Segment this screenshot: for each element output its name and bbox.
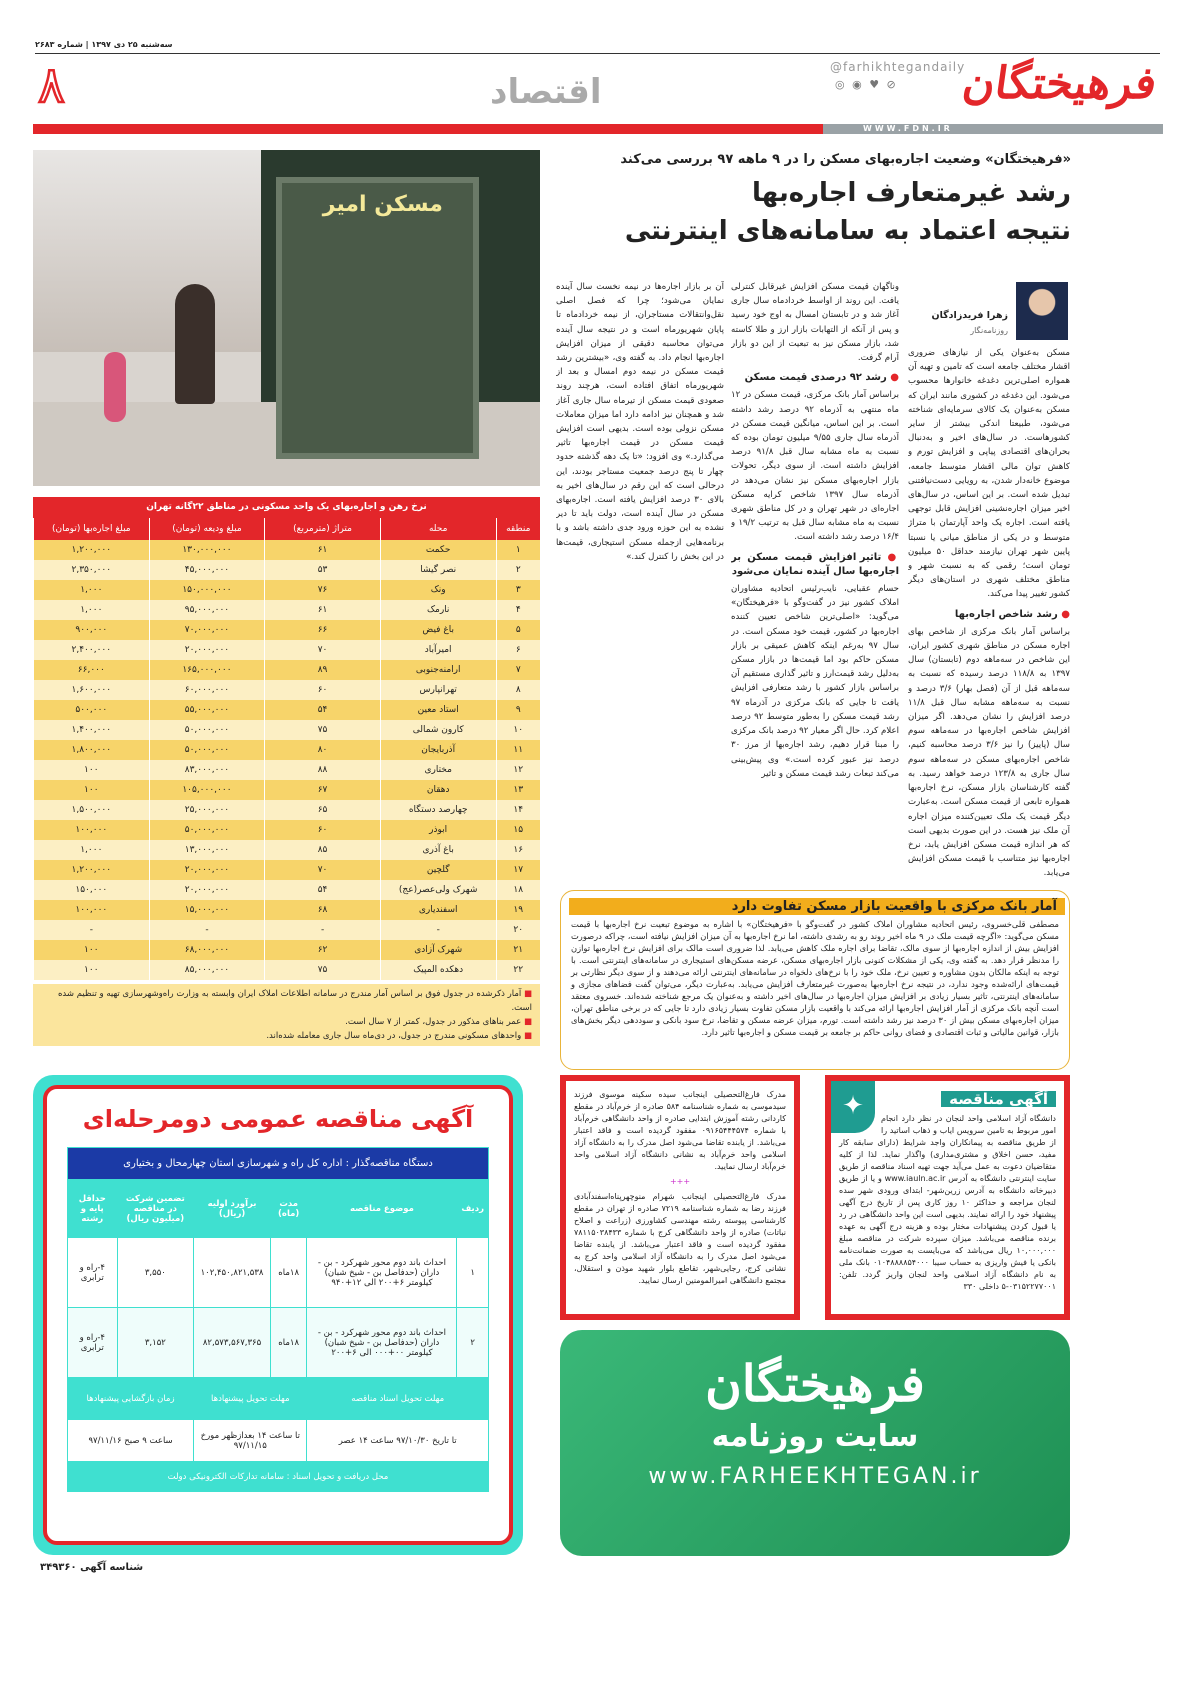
headline-line-1: رشد غیرمتعارف اجاره‌بها (752, 178, 1071, 208)
page-number: ۸ (38, 55, 65, 114)
cell: ۶۱ (265, 600, 381, 620)
cell: مختاری (380, 760, 496, 780)
cell: ۶۰,۰۰۰,۰۰۰ (149, 680, 265, 700)
cell: ۶۶,۰۰۰ (34, 660, 150, 680)
cell: مهلت تحویل اسناد مناقصه (307, 1378, 489, 1420)
cell: ۱,۶۰۰,۰۰۰ (34, 680, 150, 700)
article-column-2 (731, 280, 899, 884)
cell: کارون شمالی (380, 720, 496, 740)
cell: ۹۵,۰۰۰,۰۰۰ (149, 600, 265, 620)
cell: ۹ (496, 700, 540, 720)
ad-title: آگهی مناقصه (941, 1091, 1056, 1107)
cell: ۶۸ (265, 900, 381, 920)
col-header: محله (380, 518, 496, 540)
table-row (34, 560, 541, 580)
table-row (34, 740, 541, 760)
cell: ۶۰ (265, 680, 381, 700)
table-row (34, 940, 541, 960)
cell: ۱۸ماه (270, 1308, 306, 1378)
cell: ۷۰ (265, 860, 381, 880)
cell: ۱۱ (496, 740, 540, 760)
col-header: مدت (ماه) (270, 1180, 306, 1238)
cell: - (265, 920, 381, 940)
table-row (34, 700, 541, 720)
cell: ارامنه‌جنوبی (380, 660, 496, 680)
cell: استاد معین (380, 700, 496, 720)
website-ad[interactable] (560, 1330, 1070, 1556)
cell: ۱۰۲,۴۵۰,۸۲۱,۵۳۸ (194, 1238, 271, 1308)
col-header: موضوع مناقصه (307, 1180, 457, 1238)
table-row (34, 540, 541, 560)
cell: ۲,۳۵۰,۰۰۰ (34, 560, 150, 580)
table-row (34, 800, 541, 820)
cell: ۶۸,۰۰۰,۰۰۰ (149, 940, 265, 960)
cell: ۵۴ (265, 700, 381, 720)
header-bar (33, 124, 823, 134)
cell: - (149, 920, 265, 940)
cell: ۸۳,۰۰۰,۰۰۰ (149, 760, 265, 780)
cell: ۱۰۰ (34, 940, 150, 960)
cell: ۲,۴۰۰,۰۰۰ (34, 640, 150, 660)
separator: +++ (669, 1177, 691, 1186)
cell: تا ساعت ۱۴ بعدازظهر مورخ ۹۷/۱۱/۱۵ (194, 1420, 307, 1462)
cell: - (380, 920, 496, 940)
cell: ۱۶ (496, 840, 540, 860)
cell: ۶۲ (265, 940, 381, 960)
article-photo (33, 150, 540, 486)
cell: چهارصد دستگاه (380, 800, 496, 820)
cell: ۳,۵۵۰ (117, 1238, 194, 1308)
paragraph: آن بر بازار اجاره‌ها در نیمه نخست سال آینده نمایان می‌شود؛ چرا که فصل اصلی نقل‌وانتقالات مستاجران، از نیمه خردادماه تا پایان شهریورماه است و در نتیجه سال آینده می‌توان محاسبه دقیقی از میزان افزایش اجاره‌بها انجام داد. به گفته وی، «بیشترین رشد قیمت مسکن در نیمه دوم امسال و بعد از شهریورماه اتفاق افتاده است، هرچند روند صعودی قیمت مسکن از تیرماه سال جاری آغاز شد و همچنان نیز ادامه دارد اما میزان معاملات مسکن نزولی بوده است. بدیهی است افزایش قیمت مسکن در قیمت اجاره‌بها تاثیر می‌گذارد.» وی افزود: «تا یک دهه گذشته حدود چهار تا پنج درصد جمعیت مستاجر بودند، این درحالی است که این رقم در سال‌های اخیر به بالای ۳۰ درصد افزایش یافته است. اجاره‌بهای مسکن در سال آینده است، دولت باید تا دیر نشده به این حوزه ورود جدی داشته باشد و با برنامه‌هایی ازجمله مسکن استیجاری، قیمت‌ها در این بخش را کنترل کند.» (556, 282, 724, 562)
table-row (68, 1308, 489, 1378)
col-header: تضمین شرکت در مناقصه (میلیون ریال) (117, 1180, 194, 1238)
cell: ۸۵,۰۰۰,۰۰۰ (149, 960, 265, 980)
cell: ۱۳۰,۰۰۰,۰۰۰ (149, 540, 265, 560)
paragraph: وناگهان قیمت مسکن افزایش غیرقابل کنترلی یافت. این روند از اواسط خردادماه سال جاری آغاز شد و در تابستان امسال به اوج خود رسید و پس از آنکه از التهابات بازار ارز و طلا کاسته شد، بازار مسکن نیز به تبعیت از این دو بازار آرام گرفت. (731, 282, 899, 364)
article-column-1 (908, 346, 1070, 884)
paragraph: براساس آمار بانک مرکزی، قیمت مسکن در ۱۲ ماه منتهی به آذرماه ۹۲ درصد رشد داشته است. بر این اساس، میانگین قیمت مسکن در آذرماه سال جاری ۹/۵۵ میلیون تومان بوده که نسبت به ماه مشابه سال قبل ۹۱/۸ درصد افزایش داشته است. از سوی دیگر، تحولات بازار اجاره‌بهای مسکن نیز نشان می‌دهد در آذرماه سال ۱۳۹۷ شاخص کرایه مسکن اجاره‌ای در شهر تهران و در کل مناطق شهری نسبت به ماه مشابه سال قبل به ترتیب ۱۹/۲ و ۱۶/۴ درصد رشد داشته است. (731, 390, 899, 543)
cell: ۷۵ (265, 960, 381, 980)
paragraph: براساس آمار بانک مرکزی از شاخص بهای اجاره مسکن در مناطق شهری کشور ایران، این شاخص در سه‌ماهه دوم (تابستان) سال ۱۳۹۷ به ۱۱۸/۸ درصد رسیده که نسبت به سه‌ماهه قبل از آن (فصل بهار) ۳/۶ درصد و نسبت به سه‌ماهه مشابه سال قبل ۱۱/۸ درصد افزایش را نشان می‌دهد. اگر میزان افزایش شاخص اجاره‌بها در سه‌ماهه سوم سال (پاییز) را نیز ۳/۶ درصد محاسبه کنیم، شاخص اجاره‌بهای مسکن در سه‌ماهه سوم سال جاری به ۱۲۳/۸ درصد خواهد رسید. به گفته کارشناسان بازار مسکن، نرخ اجاره‌بها همواره تابعی از قیمت مسکن است. به‌عبارت دیگر قیمت یک ملک تعیین‌کننده میزان اجاره آن ملک نیز هست. در این صورت بدیهی است که هر اندازه قیمت مسکن افزایش یابد، نرخ اجاره‌بها نیز متناسب با قیمت مسکن افزایش می‌یابد. (908, 626, 1070, 879)
cell: ۵۰,۰۰۰,۰۰۰ (149, 720, 265, 740)
table-row (34, 720, 541, 740)
subheading: ● تاثیر افزایش قیمت مسکن بر اجاره‌بها سال آینده نمایان می‌شود (731, 551, 899, 579)
cell: ۱۰۰,۰۰۰ (34, 900, 150, 920)
cell: دهکده المپیک (380, 960, 496, 980)
cell: اسفندیاری (380, 900, 496, 920)
cell: ۱۸ (496, 880, 540, 900)
col-header: متراژ (مترمربع) (265, 518, 381, 540)
cell: ۷ (496, 660, 540, 680)
col-header: مبلغ اجاره‌بها (تومان) (34, 518, 150, 540)
cell: ۱ (496, 540, 540, 560)
tender-footer: محل دریافت و تحویل اسناد : سامانه تدارکات الکترونیکی دولت (68, 1462, 489, 1492)
cell: ۶ (496, 640, 540, 660)
cell: ۵۴ (265, 880, 381, 900)
cell: ۵۰۰,۰۰۰ (34, 700, 150, 720)
cell: حکمت (380, 540, 496, 560)
cell: ۷۶ (265, 580, 381, 600)
cell: ۲۰,۰۰۰,۰۰۰ (149, 860, 265, 880)
cell: ۸۹ (265, 660, 381, 680)
cell: ۲ (496, 560, 540, 580)
newspaper-logo[interactable]: فرهیختگان (958, 58, 1160, 109)
cell: باغ آذری (380, 840, 496, 860)
col-header: ردیف (457, 1180, 489, 1238)
cell: ۱,۴۰۰,۰۰۰ (34, 720, 150, 740)
cell: تهرانپارس (380, 680, 496, 700)
cell: مهلت تحویل پیشنهادها (194, 1378, 307, 1420)
cell: ۶۱ (265, 540, 381, 560)
cell: ۸۸ (265, 760, 381, 780)
cell: ۱۰۰ (34, 960, 150, 980)
university-tender-ad (825, 1075, 1070, 1320)
cell: احداث باند دوم محور شهرکرد - بن - داران (حدفاصل بن - شیخ شبان) کیلومتر ۶+۲۰۰ الی ۱۲+۹۴۰ (307, 1238, 457, 1308)
cell: تا تاریخ ۹۷/۱۰/۳۰ ساعت ۱۴ عصر (307, 1420, 489, 1462)
box-body: مصطفی قلی‌خسروی، رئیس اتحادیه مشاوران املاک کشور در گفت‌وگو با «فرهیختگان» با اشاره به موضوع تبعیت نرخ اجاره‌بها با قیمت مسکن می‌گوید: «اگرچه قیمت ملک در ۹ ماه اخیر روند رو به رشدی داشته، اما نرخ اجاره‌بها به آن میزان افزایش نیافته است، چراکه درصورت افزایش بیش از اندازه اجاره‌بها از سوی مالک، تقاضا برای اجاره ملک کاهش می‌یابد. لذا ضروری است مالک برای افزایش نرخ اجاره‌بها توازن را مدنظر قرار دهد. به گفته وی، یکی از مشکلات کنونی بازار اجاره‌بهای مسکن، عرضه مسکن‌های استیجاری در سامانه‌های اینترنتی است. با توجه به اینکه مالکان بدون مشاوره و تعیین نرخ، ملک خود را با نرخ‌های دلخواه در سامانه‌های اینترنتی ارائه می‌دهند و از سوی دیگر نظارتی بر قیمت‌های ارائه‌شده وجود ندارد، در نتیجه نرخ اجاره‌بها به‌صورت غیرمتعارف افزایش می‌یابد. به‌عبارت دیگر، می‌توان گفت فضاهای مجازی و سامانه‌های اینترنتی، تاثیر بسیار زیادی بر افزایش میزان اجاره‌بها در سال‌های اخیر داشته و به‌عنوان یک مرجع شناخته شده‌اند. خسروی معتقد است آنچه بانک مرکزی از آمار افزایش اجاره‌بها ارائه می‌کند با واقعیت بازار مسکن تفاوت بسیار زیادی دارد تا جایی که در برخی مناطق تهران، میزان اجاره‌بهای مسکن بیش از ۳۰ درصد نیز رشد داشته است. تورم، میزان عرضه مسکن و تقاضا، نرخ سود بانکی و سوددهی دیگر بخش‌های بازار، قوانین مالیاتی و ثبات اقتصادی و فضای روانی حاکم بر جامعه بر قیمت مسکن و اجاره‌بها تاثیر دارد. (571, 919, 1059, 1037)
cell: نصر گیشا (380, 560, 496, 580)
cell: باغ فیض (380, 620, 496, 640)
table-row (34, 580, 541, 600)
cell: ۲۰ (496, 920, 540, 940)
cell: ۱۵۰,۰۰۰,۰۰۰ (149, 580, 265, 600)
table-row (34, 620, 541, 640)
cell: ۵۰,۰۰۰,۰۰۰ (149, 820, 265, 840)
table-row (34, 840, 541, 860)
table-row (34, 820, 541, 840)
table-row (34, 920, 541, 940)
site-url[interactable]: WWW.FDN.IR (823, 124, 1163, 134)
cell: ۱,۸۰۰,۰۰۰ (34, 740, 150, 760)
table-row (34, 600, 541, 620)
cell: ۱,۰۰۰ (34, 840, 150, 860)
cell: ۸۲,۵۷۳,۵۶۷,۳۶۵ (194, 1308, 271, 1378)
cell: ۵۳ (265, 560, 381, 580)
cell: ۲ (457, 1308, 489, 1378)
cell: دهقان (380, 780, 496, 800)
cell: ۱۷ (496, 860, 540, 880)
cell: ۶۶ (265, 620, 381, 640)
col-header: مبلغ ودیعه (تومان) (149, 518, 265, 540)
cell: ۱۲ (496, 760, 540, 780)
cell: ۶۷ (265, 780, 381, 800)
cell: ۱ (457, 1238, 489, 1308)
table-row (34, 780, 541, 800)
cell: ۱۴ (496, 800, 540, 820)
note: ■ واحدهای مسکونی مندرج در جدول، در دی‌ماه سال جاری معامله شده‌اند. (266, 1031, 532, 1041)
cell: زمان بازگشایی پیشنهادها (68, 1378, 194, 1420)
note: ■ آمار ذکرشده در جدول فوق بر اساس آمار مندرج در سامانه اطلاعات املاک ایران وابسته به وزارت راه‌وشهرسازی تهیه و تنظیم شده است. (58, 989, 532, 1013)
table-row (34, 640, 541, 660)
cell: ۷۰,۰۰۰,۰۰۰ (149, 620, 265, 640)
university-emblem-icon: ✦ (831, 1081, 875, 1133)
cell: ۱۳ (496, 780, 540, 800)
cell: ۵۵,۰۰۰,۰۰۰ (149, 700, 265, 720)
col-header: حداقل پایه و رشته (68, 1180, 118, 1238)
article-headline (561, 174, 1071, 250)
cell: ۲۵,۰۰۰,۰۰۰ (149, 800, 265, 820)
cell: ۴-راه و ترابری (68, 1238, 118, 1308)
section-title: اقتصاد (490, 72, 602, 112)
table-row (34, 680, 541, 700)
subheading: ● رشد ۹۲ درصدی قیمت مسکن (731, 371, 899, 385)
author-byline (908, 282, 1068, 342)
cell: ۱۰۰ (34, 760, 150, 780)
paragraph: مسکن به‌عنوان یکی از نیازهای ضروری اقشار مختلف جامعه است که تامین و تهیه آن همواره اصلی‌ترین دغدغه خانوارها محسوب می‌شود. این دغدغه در کشوری مانند ایران که مسکن به‌عنوان یک کالای سرمایه‌ای شناخته می‌شود، طبیعتا اندکی بیشتر از سایر کشورهاست. در سال‌های اخیر و به‌دنبال بحران‌های اقتصادی پیاپی و افزایش تورم و کاهش توان مالی اقشار متوسط جامعه، موضوع خانه‌دار شدن، به رویایی دست‌نیافتنی تبدیل شده است. بر این اساس، در سال‌های اخیر میزان اجاره‌نشینی افزایش قابل توجهی یافته است. اجاره یک واحد آپارتمان با متراژ متوسط و در یکی از مناطق میانی یا نسبتا پایین شهر تهران نیازمند حداقل ۵۰ میلیون تومان است؛ رقمی که به نسبت شهر و مناطق مختلف شهری در استان‌های دیگر کشور تغییر پیدا می‌کند. (908, 348, 1070, 600)
table-row (34, 960, 541, 980)
cell: ۹۰۰,۰۰۰ (34, 620, 150, 640)
cell: آذربایجان (380, 740, 496, 760)
cell: ۱۵ (496, 820, 540, 840)
subheading: ● رشد شاخص اجاره‌بها (908, 608, 1070, 622)
cell: ۶۵ (265, 800, 381, 820)
tender-table (67, 1147, 489, 1492)
cell: ۱۰۵,۰۰۰,۰۰۰ (149, 780, 265, 800)
issue-date: سه‌شنبه ۲۵ دی ۱۳۹۷ | شماره ۲۶۸۳ (35, 40, 173, 49)
cell: ۱,۰۰۰ (34, 600, 150, 620)
cell: احداث باند دوم محور شهرکرد - بن - داران (حدفاصل بن - شیخ شبان) کیلومتر ۰۰+۰۰۰ الی ۶+۲۰۰ (307, 1308, 457, 1378)
cell: گلچین (380, 860, 496, 880)
article-column-3 (556, 280, 724, 884)
ad-body: دانشگاه آزاد اسلامی واحد لنجان در نظر دارد انجام امور مربوط به تامین سرویس ایاب و ذهاب اساتید را از طریق مناقصه به پیمانکاران واجد شرایط (دارای سابقه کار مفید، حسن اخلاق و مشتری‌مداری) واگذار نماید. لذا از کلیه متقاضیان دعوت به عمل می‌آید جهت تهیه اسناد مناقصه از طریق سایت اینترنتی دانشگاه به آدرس www.iauln.ac.ir و یا از طریق دبیرخانه دانشگاه به آدرس زرین‌شهر- ابتدای ورودی شهر سده لنجان مراجعه و حداکثر ۱۰ روز کاری پس از تاریخ درج آگهی پیشنهاد خود را ارائه نمایند. بدیهی است این واحد دانشگاهی در رد یا قبول کردن پیشنهادات مختار بوده و هزینه درج آگهی به عهده برنده مناقصه می‌باشد. میزان سپرده شرکت در مناقصه مبلغ ۱۰,۰۰۰,۰۰۰ ریال می‌باشد که می‌بایست به صورت ضمانت‌نامه بانکی یا فیش واریزی به حساب سیبا ۰۱۰۴۸۸۸۸۵۴۰۰۰ بانک ملی به نام دانشگاه آزاد اسلامی واحد لنجان واریز گردد. تلفن: ۰۳۱۵۲۲۷۷۰۰۱-۵ داخلی ۳۳۰ (839, 1114, 1056, 1291)
cell: ۱۰ (496, 720, 540, 740)
table-row (34, 660, 541, 680)
table-row (34, 880, 541, 900)
article-kicker: «فرهیختگان» وضعیت اجاره‌بهای مسکن را در ۹ ماهه ۹۷ بررسی می‌کند (620, 152, 1071, 167)
cell: ۱,۵۰۰,۰۰۰ (34, 800, 150, 820)
cell: ۴ (496, 600, 540, 620)
website-subtitle: سایت روزنامه (711, 1419, 919, 1454)
author-name: زهرا فریدزادگان (931, 310, 1008, 321)
table-row (34, 900, 541, 920)
cell: - (34, 920, 150, 940)
sidebar-box (560, 890, 1070, 1070)
cell: ۱۰۰ (34, 780, 150, 800)
social-handle[interactable]: @farhikhtegandaily (830, 60, 966, 74)
cell: ۱,۲۰۰,۰۰۰ (34, 540, 150, 560)
cell: شهرک ولی‌عصر(عج) (380, 880, 496, 900)
cell: ابوذر (380, 820, 496, 840)
cell: ۱,۲۰۰,۰۰۰ (34, 860, 150, 880)
table-notes (33, 984, 540, 1046)
cell: ونک (380, 580, 496, 600)
table-row (34, 760, 541, 780)
cell: ۵۰,۰۰۰,۰۰۰ (149, 740, 265, 760)
paragraph: حسام عقبایی، نایب‌رئیس اتحادیه مشاوران املاک کشور نیز در گفت‌وگو با «فرهیختگان» می‌گوید: «اصلی‌ترین شاخص تعیین کننده اجاره‌بها در کشور، قیمت خود مسکن است. در سال ۹۷ به‌رغم اینکه کاهش عمیقی بر بازار مسکن حاکم بود اما قیمت‌ها در بازار مسکن به‌دلیل رشد قیمت‌ارز و تاثیر گذاری مستقیم آن براساس بازار کشور با رشد متعارفی افزایش یافت تا جایی که بانک مرکزی در آذرماه ۹۷ رشد قیمت مسکن را به‌طور متوسط ۹۲ درصد اعلام کرد. حال اگر معیار ۹۲ درصد بانک مرکزی را مبنا قرار دهیم، رشد اجاره‌بها از مرز ۳۰ درصد نیز عبور کرده است.» وی پیش‌بینی می‌کند تبعات رشد قیمت مسکن و تاثیر (731, 584, 899, 779)
cell: ۳ (496, 580, 540, 600)
notice: مدرک فارغ‌التحصیلی اینجانب شهرام منوچهرپناه‌اسفندآبادی فرزند رضا به شماره شناسنامه ۷۲۱۹ صادره از تهران در مقطع کارشناسی پیوسته رشته مهندسی کشاورزی (زراعت و اصلاح نباتات) صادره از واحد دانشگاهی کرج با شماره ۷۸۱۱۵۰۳۸۴۳۳ مفقود گردیده است و فاقد اعتبار می‌باشد. از یابنده تقاضا می‌شود اصل مدرک را به دانشگاه آزاد اسلامی واحد کرج به نشانی کرج، رجایی‌شهر، تقاطع بلوار شهید موذن و استقلال، مجتمع دانشگاهی امیرالمومنین ارسال نمایید. (574, 1192, 787, 1285)
cell: ۷۵ (265, 720, 381, 740)
table-row (34, 860, 541, 880)
cell: شهرک آزادی (380, 940, 496, 960)
social-icons[interactable]: ◎ ◉ ♥ ⊘ (835, 78, 898, 91)
tender-ad (33, 1075, 523, 1555)
cell: ۷۰ (265, 640, 381, 660)
cell: ۱۳,۰۰۰,۰۰۰ (149, 840, 265, 860)
cell: ۸۰ (265, 740, 381, 760)
col-header: برآورد اولیه (ریال) (194, 1180, 271, 1238)
cell: ۲۰,۰۰۰,۰۰۰ (149, 640, 265, 660)
cell: ۱۶۵,۰۰۰,۰۰۰ (149, 660, 265, 680)
cell: ساعت ۹ صبح ۹۷/۱۱/۱۶ (68, 1420, 194, 1462)
shop-sign-image: مسکن امیر (322, 192, 443, 218)
website-logo: فرهیختگان (705, 1354, 925, 1413)
cell: ۴-راه و ترابری (68, 1308, 118, 1378)
cell: ۵ (496, 620, 540, 640)
cell: ۱۸ماه (270, 1238, 306, 1308)
tender-org: دستگاه مناقصه‌گذار : اداره کل راه و شهرسازی استان چهارمحال و بختیاری (68, 1148, 489, 1180)
box-title: آمار بانک مرکزی با واقعیت بازار مسکن تفاوت دارد (569, 898, 1065, 915)
cell: ۱۰۰,۰۰۰ (34, 820, 150, 840)
rent-table (33, 497, 540, 980)
tender-title: آگهی مناقصه عمومی دومرحله‌ای (82, 1105, 474, 1133)
cell: ۲۱ (496, 940, 540, 960)
notice: مدرک فارغ‌التحصیلی اینجانب سیده سکینه موسوی فرزند سیدموسی به شماره شناسنامه ۵۸۴ صادره از خرم‌آباد در مقطع کاردانی رشته آموزش ابتدایی صادره از واحد دانشگاهی خرم‌آباد با شماره ۰۹۱۶۵۴۴۴۵۷۴ مفقود گردیده است و فاقد اعتبار می‌باشد. از یابنده تقاضا می‌شود اصل مدرک را به دانشگاه آزاد اسلامی واحد خرم‌آباد به نشانی دانشگاه آزاد اسلامی واحد خرم‌آباد ارسال نمایید. (574, 1090, 786, 1171)
cell: ۲۰,۰۰۰,۰۰۰ (149, 880, 265, 900)
ad-id: شناسه آگهی ۳۴۹۳۶۰ (40, 1562, 144, 1573)
website-url[interactable]: www.FARHEEKHTEGAN.ir (648, 1464, 982, 1489)
cell: ۲۲ (496, 960, 540, 980)
cell: ۳,۱۵۲ (117, 1308, 194, 1378)
note: ■ عمر بناهای مذکور در جدول، کمتر از ۷ سال است. (345, 1017, 532, 1027)
lost-documents-ad (560, 1075, 800, 1320)
cell: ۱۹ (496, 900, 540, 920)
cell: امیرآباد (380, 640, 496, 660)
divider (35, 53, 1160, 54)
cell: ۴۵,۰۰۰,۰۰۰ (149, 560, 265, 580)
cell: ۱۵,۰۰۰,۰۰۰ (149, 900, 265, 920)
headline-line-2: نتیجه اعتماد به سامانه‌های اینترنتی (624, 216, 1071, 246)
col-header: منطقه (496, 518, 540, 540)
cell: ۱,۰۰۰ (34, 580, 150, 600)
cell: ۶۰ (265, 820, 381, 840)
table-row (68, 1238, 489, 1308)
cell: ۸۵ (265, 840, 381, 860)
table-title: نرخ رهن و اجاره‌بهای یک واحد مسکونی در مناطق ۲۲گانه تهران (33, 497, 540, 518)
cell: ۱۵۰,۰۰۰ (34, 880, 150, 900)
cell: ۸ (496, 680, 540, 700)
author-avatar (1016, 282, 1068, 340)
author-role: روزنامه‌نگار (970, 326, 1008, 335)
cell: نارمک (380, 600, 496, 620)
